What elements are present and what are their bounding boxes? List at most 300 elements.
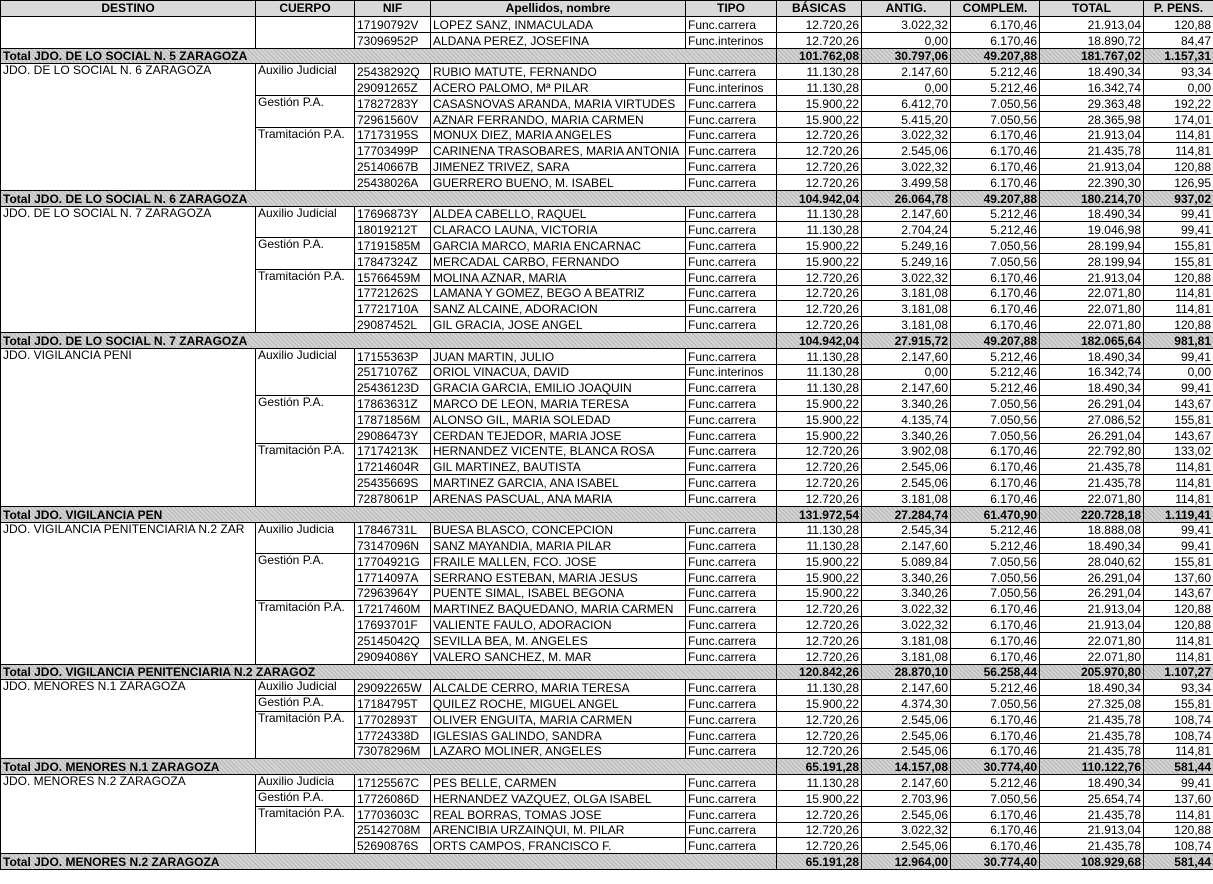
nombre-cell: PES BELLE, CARMEN [431,775,686,791]
cuerpo-cell: Tramitación P.A. [256,127,355,190]
pens-cell: 108,74 [1144,727,1213,743]
complem-cell: 6.170,46 [951,174,1040,190]
basicas-cell: 12.720,26 [777,617,862,633]
nif-cell: 17847324Z [355,253,431,269]
nombre-cell: BUESA BLASCO, CONCEPCION [431,522,686,538]
total-cell: 28.365,98 [1040,111,1144,127]
tipo-cell: Func.interinos [686,32,777,48]
pens-cell: 108,74 [1144,838,1213,854]
nombre-cell: ARENCIBIA URZAINQUI, M. PILAR [431,822,686,838]
pens-cell: 174,01 [1144,111,1213,127]
total-total: 108.929,68 [1040,854,1144,870]
basicas-cell: 12.720,26 [777,601,862,617]
pens-cell: 155,81 [1144,554,1213,570]
nif-cell: 72961560V [355,111,431,127]
nif-cell: 17155363P [355,348,431,364]
nif-cell: 72878061P [355,490,431,506]
tipo-cell: Func.carrera [686,222,777,238]
section-total-row [1,332,1213,348]
basicas-cell: 12.720,26 [777,285,862,301]
basicas-cell: 12.720,26 [777,712,862,728]
complem-cell: 5.212,46 [951,680,1040,696]
col-header-tipo: TIPO [686,1,777,17]
antig-cell: 2.545,06 [862,459,951,475]
tipo-cell: Func.carrera [686,680,777,696]
total-cell: 18.490,34 [1040,775,1144,791]
nif-cell: 17871856M [355,411,431,427]
nombre-cell: GIL MARTINEZ, BAUTISTA [431,459,686,475]
basicas-cell: 12.720,26 [777,633,862,649]
total-pens: 937,02 [1144,190,1213,206]
nif-cell: 25436123D [355,380,431,396]
total-basicas: 104.942,04 [777,332,862,348]
tipo-cell: Func.carrera [686,633,777,649]
complem-cell: 7.050,56 [951,95,1040,111]
total-cell: 28.199,94 [1040,238,1144,254]
nombre-cell: SEVILLA BEA, M. ANGELES [431,633,686,649]
total-cell: 22.071,80 [1040,648,1144,664]
total-cell: 26.291,04 [1040,585,1144,601]
nombre-cell: MERCADAL CARBO, FERNANDO [431,253,686,269]
nif-cell: 17714097A [355,569,431,585]
antig-cell: 6.412,70 [862,95,951,111]
tipo-cell: Func.carrera [686,285,777,301]
section-total-row [1,506,1213,522]
nif-cell: 17190792V [355,17,431,33]
basicas-cell: 12.720,26 [777,490,862,506]
nif-cell: 17726086D [355,791,431,807]
pens-cell: 155,81 [1144,253,1213,269]
destino-cell: JDO. DE LO SOCIAL N. 6 ZARAGOZA [1,64,256,190]
total-cell: 21.913,04 [1040,617,1144,633]
pens-cell: 114,81 [1144,490,1213,506]
nombre-cell: QUILEZ ROCHE, MIGUEL ANGEL [431,696,686,712]
destino-cell: JDO. MENORES N.2 ZARAGOZA [1,775,256,854]
tipo-cell: Func.carrera [686,806,777,822]
antig-cell: 3.181,08 [862,317,951,333]
basicas-cell: 12.720,26 [777,838,862,854]
total-cell: 22.071,80 [1040,490,1144,506]
nif-cell: 73078296M [355,743,431,759]
total-antig: 26.064,78 [862,190,951,206]
cuerpo-cell: Tramitación P.A. [256,269,355,332]
total-cell: 21.913,04 [1040,17,1144,33]
table-row [1,348,1213,364]
total-cell: 22.390,30 [1040,174,1144,190]
pens-cell: 99,41 [1144,538,1213,554]
nombre-cell: MOLINA AZNAR, MARIA [431,269,686,285]
pens-cell: 93,34 [1144,680,1213,696]
antig-cell: 2.147,60 [862,775,951,791]
total-cell: 16.342,74 [1040,80,1144,96]
tipo-cell: Func.carrera [686,554,777,570]
antig-cell: 2.545,34 [862,522,951,538]
complem-cell: 7.050,56 [951,253,1040,269]
total-cell: 22.071,80 [1040,633,1144,649]
total-cell: 21.435,78 [1040,459,1144,475]
nombre-cell: JUAN MARTIN, JULIO [431,348,686,364]
cuerpo-cell: Gestión P.A. [256,791,355,807]
total-cell: 21.913,04 [1040,269,1144,285]
tipo-cell: Func.carrera [686,269,777,285]
nombre-cell: SANZ ALCAINE, ADORACION [431,301,686,317]
pens-cell: 93,34 [1144,64,1213,80]
nombre-cell: ORTS CAMPOS, FRANCISCO F. [431,838,686,854]
complem-cell: 6.170,46 [951,285,1040,301]
total-basicas: 120.842,26 [777,664,862,680]
cuerpo-cell: Tramitación P.A. [256,712,355,759]
total-antig: 27.284,74 [862,506,951,522]
total-total: 182.065,64 [1040,332,1144,348]
antig-cell: 0,00 [862,364,951,380]
pens-cell: 155,81 [1144,238,1213,254]
complem-cell: 7.050,56 [951,791,1040,807]
nombre-cell: GARCIA MARCO, MARIA ENCARNAC [431,238,686,254]
total-basicas: 65.191,28 [777,759,862,775]
antig-cell: 2.147,60 [862,680,951,696]
nif-cell: 73096952P [355,32,431,48]
total-cell: 21.435,78 [1040,143,1144,159]
pens-cell: 108,74 [1144,712,1213,728]
tipo-cell: Func.carrera [686,206,777,222]
col-header-pens: P. PENS. [1144,1,1213,17]
total-cell: 22.071,80 [1040,301,1144,317]
section-total-label: Total JDO. DE LO SOCIAL N. 6 ZARAGOZA [1,190,777,206]
tipo-cell: Func.carrera [686,712,777,728]
nombre-cell: ALCALDE CERRO, MARIA TERESA [431,680,686,696]
basicas-cell: 11.130,28 [777,80,862,96]
total-pens: 581,44 [1144,854,1213,870]
total-cell: 18.490,34 [1040,680,1144,696]
tipo-cell: Func.carrera [686,159,777,175]
pens-cell: 120,88 [1144,601,1213,617]
complem-cell: 6.170,46 [951,127,1040,143]
pens-cell: 143,67 [1144,396,1213,412]
nif-cell: 18019212T [355,222,431,238]
total-cell: 22.071,80 [1040,317,1144,333]
destino-cell [1,17,256,49]
antig-cell: 3.902,08 [862,443,951,459]
nombre-cell: ALONSO GIL, MARIA SOLEDAD [431,411,686,427]
pens-cell: 120,88 [1144,617,1213,633]
nombre-cell: MONUX DIEZ, MARIA ANGELES [431,127,686,143]
tipo-cell: Func.carrera [686,111,777,127]
total-cell: 21.435,78 [1040,743,1144,759]
total-complem: 61.470,90 [951,506,1040,522]
pens-cell: 114,81 [1144,475,1213,491]
basicas-cell: 15.900,22 [777,238,862,254]
pens-cell: 99,41 [1144,380,1213,396]
basicas-cell: 12.720,26 [777,143,862,159]
tipo-cell: Func.carrera [686,775,777,791]
basicas-cell: 15.900,22 [777,791,862,807]
nombre-cell: ALDEA CABELLO, RAQUEL [431,206,686,222]
antig-cell: 2.545,06 [862,143,951,159]
antig-cell: 2.147,60 [862,380,951,396]
nombre-cell: ALDANA PEREZ, JOSEFINA [431,32,686,48]
basicas-cell: 11.130,28 [777,775,862,791]
total-cell: 27.086,52 [1040,411,1144,427]
total-total: 205.970,80 [1040,664,1144,680]
table-row [1,522,1213,538]
nombre-cell: LAMANA Y GOMEZ, BEGO A BEATRIZ [431,285,686,301]
complem-cell: 6.170,46 [951,459,1040,475]
total-cell: 22.071,80 [1040,285,1144,301]
tipo-cell: Func.carrera [686,396,777,412]
pens-cell: 126,95 [1144,174,1213,190]
complem-cell: 6.170,46 [951,601,1040,617]
tipo-cell: Func.carrera [686,143,777,159]
complem-cell: 7.050,56 [951,554,1040,570]
section-total-row [1,190,1213,206]
nif-cell: 17693701F [355,617,431,633]
nif-cell: 17863631Z [355,396,431,412]
antig-cell: 3.181,08 [862,648,951,664]
complem-cell: 7.050,56 [951,238,1040,254]
nif-cell: 17696873Y [355,206,431,222]
basicas-cell: 11.130,28 [777,64,862,80]
tipo-cell: Func.carrera [686,617,777,633]
nombre-cell: ORIOL VINACUA, DAVID [431,364,686,380]
total-basicas: 101.762,08 [777,48,862,64]
tipo-cell: Func.carrera [686,569,777,585]
pens-cell: 114,81 [1144,633,1213,649]
total-pens: 1.157,31 [1144,48,1213,64]
basicas-cell: 12.720,26 [777,17,862,33]
pens-cell: 114,81 [1144,285,1213,301]
pens-cell: 120,88 [1144,17,1213,33]
nif-cell: 25438026A [355,174,431,190]
total-antig: 27.915,72 [862,332,951,348]
complem-cell: 5.212,46 [951,775,1040,791]
antig-cell: 2.545,06 [862,712,951,728]
nif-cell: 17125567C [355,775,431,791]
basicas-cell: 11.130,28 [777,522,862,538]
complem-cell: 7.050,56 [951,427,1040,443]
pens-cell: 137,60 [1144,791,1213,807]
col-header-nif: NIF [355,1,431,17]
section-total-label: Total JDO. MENORES N.2 ZARAGOZA [1,854,777,870]
table-row [1,206,1213,222]
antig-cell: 3.340,26 [862,396,951,412]
complem-cell: 7.050,56 [951,111,1040,127]
antig-cell: 5.415,20 [862,111,951,127]
antig-cell: 3.022,32 [862,617,951,633]
section-total-row [1,664,1213,680]
nombre-cell: CASASNOVAS ARANDA, MARIA VIRTUDES [431,95,686,111]
complem-cell: 6.170,46 [951,490,1040,506]
section-total-label: Total JDO. DE LO SOCIAL N. 7 ZARAGOZA [1,332,777,348]
section-total-label: Total JDO. MENORES N.1 ZARAGOZA [1,759,777,775]
total-complem: 49.207,88 [951,48,1040,64]
pens-cell: 120,88 [1144,822,1213,838]
tipo-cell: Func.carrera [686,317,777,333]
nif-cell: 25435669S [355,475,431,491]
nif-cell: 17721710A [355,301,431,317]
nif-cell: 52690876S [355,838,431,854]
section-total-label: Total JDO. DE LO SOCIAL N. 5 ZARAGOZA [1,48,777,64]
antig-cell: 4.135,74 [862,411,951,427]
nif-cell: 25140667B [355,159,431,175]
nif-cell: 25142708M [355,822,431,838]
complem-cell: 7.050,56 [951,696,1040,712]
complem-cell: 6.170,46 [951,648,1040,664]
total-pens: 581,44 [1144,759,1213,775]
total-cell: 21.913,04 [1040,601,1144,617]
nif-cell: 25145042Q [355,633,431,649]
total-cell: 21.913,04 [1040,822,1144,838]
antig-cell: 3.022,32 [862,822,951,838]
total-cell: 21.913,04 [1040,127,1144,143]
nombre-cell: PUENTE SIMAL, ISABEL BEGONA [431,585,686,601]
total-cell: 18.490,34 [1040,64,1144,80]
tipo-cell: Func.carrera [686,459,777,475]
nombre-cell: IGLESIAS GALINDO, SANDRA [431,727,686,743]
complem-cell: 5.212,46 [951,206,1040,222]
total-cell: 27.325,08 [1040,696,1144,712]
cuerpo-cell: Auxilio Judicia [256,775,355,791]
complem-cell: 6.170,46 [951,838,1040,854]
complem-cell: 6.170,46 [951,269,1040,285]
total-cell: 18.890,72 [1040,32,1144,48]
basicas-cell: 12.720,26 [777,301,862,317]
total-cell: 21.435,78 [1040,806,1144,822]
antig-cell: 3.022,32 [862,17,951,33]
col-header-total: TOTAL [1040,1,1144,17]
total-cell: 16.342,74 [1040,364,1144,380]
antig-cell: 4.374,30 [862,696,951,712]
basicas-cell: 12.720,26 [777,822,862,838]
basicas-cell: 12.720,26 [777,317,862,333]
complem-cell: 6.170,46 [951,475,1040,491]
tipo-cell: Func.carrera [686,791,777,807]
antig-cell: 2.545,06 [862,727,951,743]
pens-cell: 155,81 [1144,696,1213,712]
total-basicas: 131.972,54 [777,506,862,522]
tipo-cell: Func.carrera [686,822,777,838]
antig-cell: 3.181,08 [862,490,951,506]
section-total-row [1,759,1213,775]
complem-cell: 6.170,46 [951,443,1040,459]
nombre-cell: OLIVER ENGUITA, MARIA CARMEN [431,712,686,728]
complem-cell: 6.170,46 [951,317,1040,333]
tipo-cell: Func.carrera [686,348,777,364]
total-cell: 28.199,94 [1040,253,1144,269]
cuerpo-cell: Tramitación P.A. [256,806,355,853]
total-cell: 25.654,74 [1040,791,1144,807]
total-cell: 21.435,78 [1040,712,1144,728]
nombre-cell: CERDAN TEJEDOR, MARIA JOSE [431,427,686,443]
complem-cell: 6.170,46 [951,633,1040,649]
nombre-cell: MARCO DE LEON, MARIA TERESA [431,396,686,412]
nif-cell: 17703499P [355,143,431,159]
antig-cell: 0,00 [862,80,951,96]
cuerpo-cell: Auxilio Judicia [256,522,355,554]
tipo-cell: Func.carrera [686,601,777,617]
total-cell: 21.913,04 [1040,159,1144,175]
pens-cell: 155,81 [1144,411,1213,427]
basicas-cell: 12.720,26 [777,174,862,190]
col-header-destino: DESTINO [1,1,256,17]
complem-cell: 6.170,46 [951,743,1040,759]
antig-cell: 5.249,16 [862,253,951,269]
total-cell: 18.490,34 [1040,206,1144,222]
nombre-cell: REAL BORRAS, TOMAS JOSE [431,806,686,822]
complem-cell: 6.170,46 [951,712,1040,728]
total-complem: 56.258,44 [951,664,1040,680]
pens-cell: 114,81 [1144,301,1213,317]
cuerpo-cell: Gestión P.A. [256,554,355,601]
basicas-cell: 12.720,26 [777,743,862,759]
tipo-cell: Func.carrera [686,443,777,459]
pens-cell: 99,41 [1144,348,1213,364]
total-cell: 22.792,80 [1040,443,1144,459]
tipo-cell: Func.carrera [686,475,777,491]
total-cell: 18.888,08 [1040,522,1144,538]
basicas-cell: 15.900,22 [777,569,862,585]
pens-cell: 99,41 [1144,222,1213,238]
tipo-cell: Func.carrera [686,95,777,111]
pens-cell: 99,41 [1144,206,1213,222]
antig-cell: 3.499,58 [862,174,951,190]
complem-cell: 6.170,46 [951,822,1040,838]
antig-cell: 3.022,32 [862,127,951,143]
tipo-cell: Func.carrera [686,427,777,443]
complem-cell: 7.050,56 [951,411,1040,427]
total-cell: 19.046,98 [1040,222,1144,238]
total-pens: 1.119,41 [1144,506,1213,522]
total-basicas: 65.191,28 [777,854,862,870]
pens-cell: 192,22 [1144,95,1213,111]
nif-cell: 17217460M [355,601,431,617]
pens-cell: 143,67 [1144,585,1213,601]
section-total-row [1,48,1213,64]
complem-cell: 5.212,46 [951,380,1040,396]
complem-cell: 7.050,56 [951,585,1040,601]
pens-cell: 114,81 [1144,806,1213,822]
nombre-cell: VALIENTE FAULO, ADORACION [431,617,686,633]
tipo-cell: Func.carrera [686,696,777,712]
basicas-cell: 12.720,26 [777,127,862,143]
nif-cell: 17702893T [355,712,431,728]
antig-cell: 2.545,06 [862,743,951,759]
antig-cell: 2.545,06 [862,475,951,491]
antig-cell: 2.545,06 [862,838,951,854]
basicas-cell: 11.130,28 [777,206,862,222]
total-total: 180.214,70 [1040,190,1144,206]
section-total-label: Total JDO. VIGILANCIA PEN [1,506,777,522]
pens-cell: 84,47 [1144,32,1213,48]
pens-cell: 120,88 [1144,269,1213,285]
complem-cell: 5.212,46 [951,538,1040,554]
section-total-label: Total JDO. VIGILANCIA PENITENCIARIA N.2 ZARAGOZ [1,664,777,680]
antig-cell: 2.545,06 [862,806,951,822]
tipo-cell: Func.carrera [686,538,777,554]
nif-cell: 17184795T [355,696,431,712]
nif-cell: 17173195S [355,127,431,143]
tipo-cell: Func.carrera [686,174,777,190]
basicas-cell: 11.130,28 [777,538,862,554]
nif-cell: 17724338D [355,727,431,743]
pens-cell: 99,41 [1144,775,1213,791]
nif-cell: 73147096N [355,538,431,554]
nombre-cell: GUERRERO BUENO, M. ISABEL [431,174,686,190]
tipo-cell: Func.interinos [686,364,777,380]
pens-cell: 120,88 [1144,317,1213,333]
total-complem: 49.207,88 [951,190,1040,206]
antig-cell: 2.147,60 [862,538,951,554]
table-body [1,17,1213,870]
